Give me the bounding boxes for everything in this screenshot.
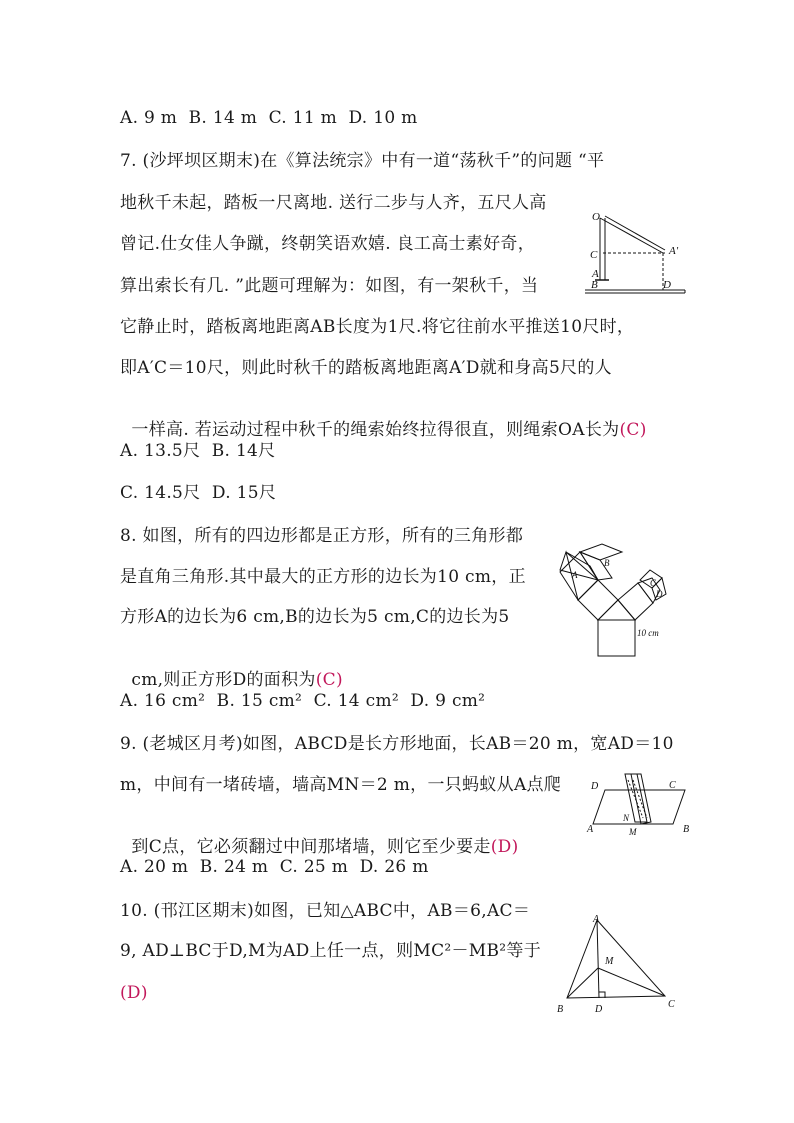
- fig7-label-c: C: [590, 249, 598, 261]
- q9-line-2: m，中间有一堵砖墙，墙高MN＝2 m，一只蚂蚁从A点爬: [120, 775, 562, 795]
- q7-question-text: 一样高. 若运动过程中秋千的绳索始终拉得很直，则绳索OA长为: [131, 420, 620, 440]
- q8-line-1: 8. 如图，所有的四边形都是正方形，所有的三角形都: [120, 526, 524, 546]
- fig9-label-n: N: [623, 813, 630, 823]
- fig9-label-c: C: [669, 780, 676, 791]
- fig7-label-b: B: [591, 279, 598, 291]
- q9-options: A. 20 m B. 24 m C. 25 m D. 26 m: [120, 857, 429, 877]
- q7-line-1: 7. (沙坪坝区期末)在《算法统宗》中有一道“荡秋千”的问题 “平: [120, 151, 605, 171]
- fig10-label-a: A: [593, 914, 600, 925]
- q8-line-4: [120, 647, 343, 691]
- squares-figure: [560, 548, 690, 660]
- fig10-label-m: M: [605, 956, 614, 967]
- fig7-label-a-prime: A′: [669, 245, 679, 257]
- fig8-label-c: C: [650, 578, 657, 588]
- fig9-label-m: M: [629, 827, 637, 837]
- q7-options-cd: C. 14.5尺 D. 15尺: [120, 483, 277, 503]
- q6-options: A. 9 m B. 14 m C. 11 m D. 10 m: [120, 108, 418, 128]
- q10-answer: (D): [120, 983, 148, 1003]
- q8-options: A. 16 cm² B. 15 cm² C. 14 cm² D. 9 cm²: [120, 691, 486, 711]
- fig10-label-d: D: [595, 1004, 603, 1015]
- fig8-size-label: 10 cm: [637, 628, 659, 638]
- q10-line-2: 9, AD⊥BC于D,M为AD上任一点，则MC²－MB²等于: [120, 941, 542, 961]
- q9-line-1: 9. (老城区月考)如图，ABCD是长方形地面，长AB＝20 m，宽AD＝10: [120, 734, 674, 754]
- q7-line-5: 它静止时，踏板离地距离AB长度为1尺.将它往前水平推送10尺时，: [120, 317, 635, 337]
- q7-options-ab: A. 13.5尺 B. 14尺: [120, 441, 276, 461]
- q8-line-3: 方形A的边长为6 cm,B的边长为5 cm,C的边长为5: [120, 607, 510, 627]
- wall-figure: [583, 772, 703, 838]
- fig9-label-d: D: [591, 781, 599, 792]
- q7-line-6: 即A′C＝10尺，则此时秋千的踏板离地距离A′D就和身高5尺的人: [120, 358, 612, 378]
- fig9-label-a: A: [587, 824, 594, 835]
- q8-answer: (C): [315, 670, 343, 690]
- triangle-figure: [553, 912, 683, 1020]
- fig10-label-b: B: [557, 1004, 564, 1015]
- q7-line-2: 地秋千未起，踏板一尺离地. 送行二步与人齐，五尺人高: [120, 193, 547, 213]
- swing-figure: [585, 210, 695, 300]
- q9-question-text: 到C点，它必须翻过中间那堵墙，则它至少要走: [131, 837, 491, 857]
- q9-answer: (D): [490, 837, 519, 857]
- q7-line-4: 算出索长有几. ”此题可理解为：如图，有一架秋千，当: [120, 276, 539, 296]
- fig7-label-o: O: [592, 211, 600, 223]
- fig8-label-a: A: [572, 570, 578, 580]
- q7-line-3: 曾记.仕女佳人争蹴，终朝笑语欢嬉. 良工高士素好奇，: [120, 234, 536, 254]
- fig8-label-b: B: [604, 558, 610, 568]
- q9-line-3: [120, 814, 519, 858]
- q8-question-text: cm,则正方形D的面积为: [131, 670, 316, 690]
- q10-line-1: 10. (邗江区期末)如图，已知△ABC中，AB＝6,AC＝: [120, 901, 531, 921]
- fig7-label-a: A: [592, 268, 599, 280]
- fig9-label-b: B: [683, 824, 690, 835]
- fig8-label-d: D: [656, 589, 663, 599]
- q8-line-2: 是直角三角形.其中最大的正方形的边长为10 cm，正: [120, 567, 526, 587]
- q7-line-7: [120, 397, 647, 441]
- fig7-label-d: D: [663, 279, 671, 291]
- fig10-label-c: C: [668, 999, 675, 1010]
- q7-answer: (C): [619, 420, 647, 440]
